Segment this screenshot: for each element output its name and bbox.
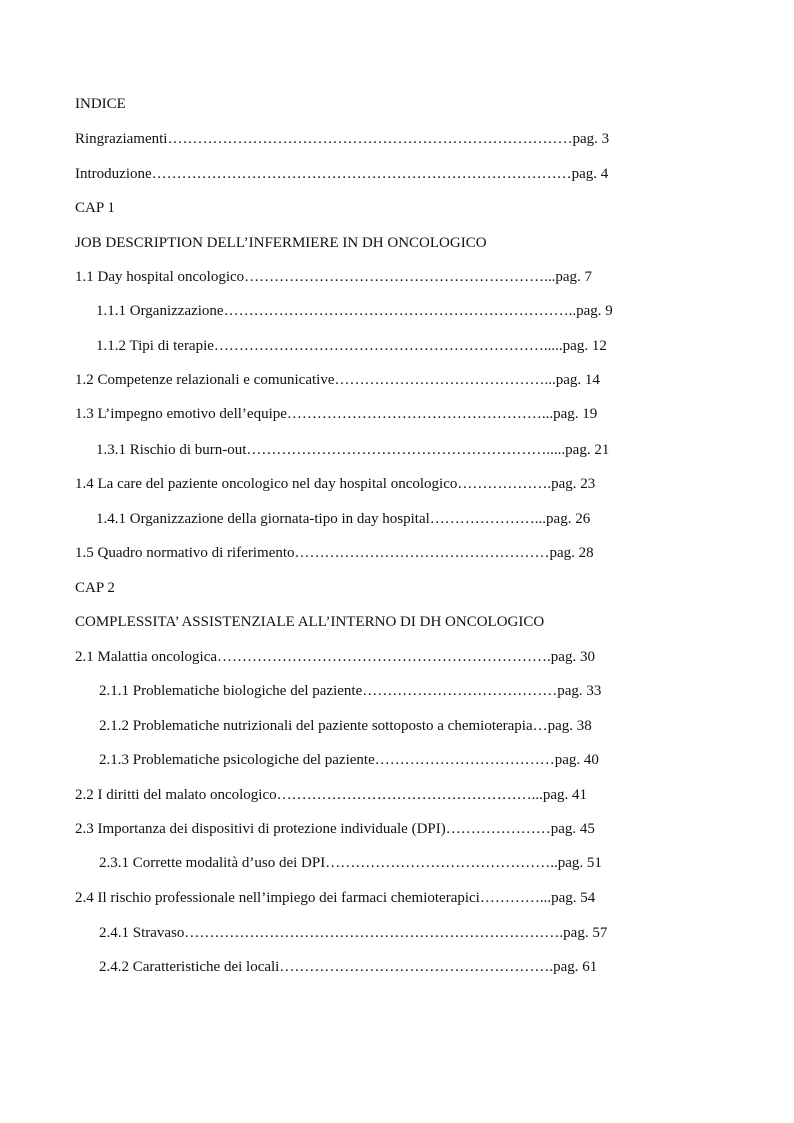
toc-subentry: 2.1.2 Problematiche nutrizionali del paziente sottoposto a chemioterapia…pag. 38 (99, 718, 592, 734)
toc-subentry: 1.4.1 Organizzazione della giornata-tipo in day hospital…………………...pag. 26 (96, 511, 591, 527)
toc-subentry: 2.3.1 Corrette modalità d’uso dei DPI………………………………………..pag. 51 (99, 855, 602, 871)
toc-entry: 2.1 Malattia oncologica………………………………………………………….pag. 30 (75, 649, 595, 665)
toc-entry: 2.4 Il rischio professionale nell’impiego dei farmaci chemioterapici…………...pag. 54 (75, 890, 596, 906)
toc-entry: 1.4 La care del paziente oncologico nel day hospital oncologico……………….pag. 23 (75, 476, 596, 492)
chapter-title: JOB DESCRIPTION DELL’INFERMIERE IN DH ONCOLOGICO (75, 235, 487, 251)
chapter-title: COMPLESSITA’ ASSISTENZIALE ALL’INTERNO DI DH ONCOLOGICO (75, 614, 545, 630)
toc-entry: Introduzione…………………………………………………………………………pag. 4 (75, 166, 609, 182)
toc-subentry: 2.4.1 Stravaso………………………………………………………………….pag. 57 (99, 925, 608, 941)
toc-subentry: 1.1.1 Organizzazione……………………………………………………………..pag. 9 (96, 303, 613, 319)
toc-entry: 1.5 Quadro normativo di riferimento……………………………………………pag. 28 (75, 545, 594, 561)
chapter-label: CAP 2 (75, 580, 115, 596)
toc-entry: Ringraziamenti………………………………………………………………………pag. 3 (75, 131, 610, 147)
toc-heading: INDICE (75, 96, 126, 112)
toc-entry: 1.2 Competenze relazionali e comunicative……………………………………...pag. 14 (75, 372, 600, 388)
toc-subentry: 2.1.1 Problematiche biologiche del paziente…………………………………pag. 33 (99, 683, 602, 699)
toc-subentry: 2.4.2 Caratteristiche dei locali……………………………………………….pag. 61 (99, 959, 598, 975)
toc-entry: 1.1 Day hospital oncologico……………………………………………………...pag. 7 (75, 269, 593, 285)
toc-subentry: 2.1.3 Problematiche psicologiche del paziente………………………………pag. 40 (99, 752, 599, 768)
toc-entry: 1.3 L’impegno emotivo dell’equipe……………………………………………...pag. 19 (75, 406, 598, 422)
toc-subentry: 1.3.1 Rischio di burn-out…………………………………………………….....pag. 21 (96, 442, 610, 458)
toc-entry: 2.3 Importanza dei dispositivi di protezione individuale (DPI)…………………pag. 45 (75, 821, 595, 837)
toc-subentry: 1.1.2 Tipi di terapie………………………………………………………….....pag. 12 (96, 338, 607, 354)
toc-entry: 2.2 I diritti del malato oncologico……………………………………………...pag. 41 (75, 787, 588, 803)
chapter-label: CAP 1 (75, 200, 115, 216)
